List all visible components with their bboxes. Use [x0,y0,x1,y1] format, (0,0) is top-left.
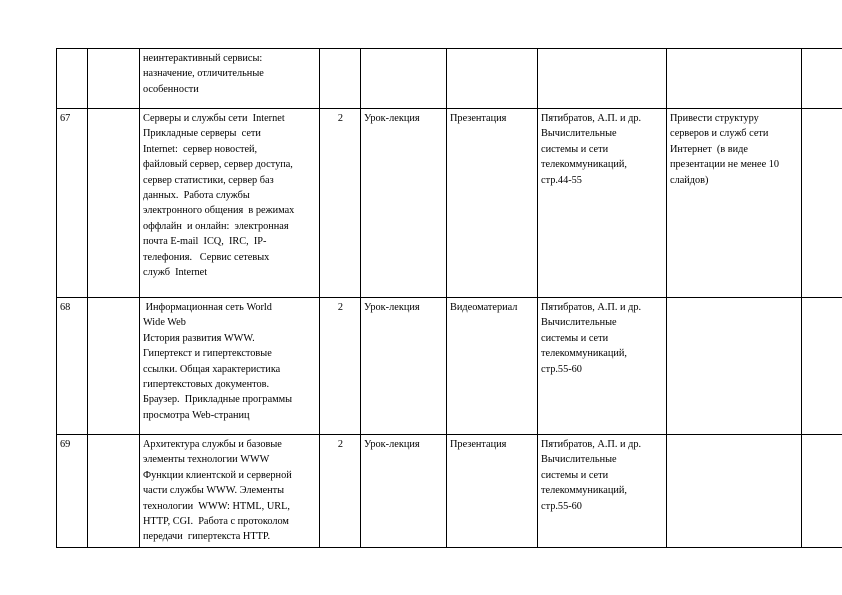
empty-cell [802,109,842,298]
empty-cell [88,435,140,548]
table-row [57,298,842,435]
empty-cell [802,435,842,548]
hours-cell: 2 [320,109,361,298]
homework-task-cell-line: Привести структуру [670,113,759,124]
lesson-number-cell: 67 [57,109,88,298]
teaching-means-cell [447,49,538,109]
lesson-topic-cell-line: Internet: сервер новостей, [143,143,258,155]
literature-cell-line: системы и сети [541,332,609,344]
lesson-topic-cell-line: передачи гипертекста HTTP. [143,531,271,543]
lesson-topic-cell-line: части службы WWW. Элементы [143,485,285,497]
lesson-topic-cell-line: данных. Работа службы [143,190,250,202]
hours-cell: 2 [320,298,361,435]
lesson-topic-cell-line: Серверы и службы сети Internet [143,113,285,124]
lesson-topic-cell-line: Информационная сеть World [143,302,272,313]
lesson-topic-cell-line: назначение, отличительные [143,68,264,80]
empty-cell [88,109,140,298]
literature-cell-line: системы и сети [541,143,609,155]
lesson-topic-cell-line: неинтерактивный сервисы: [143,53,263,64]
hours-cell: 2 [320,435,361,548]
literature-cell-line: Пятибратов, А.П. и др. [541,113,642,124]
lesson-topic-cell-line: почта E-mail ICQ, IRC, IP- [143,236,267,248]
lesson-topic-cell-line: элементы технологии WWW [143,454,270,466]
literature-cell-line: системы и сети [541,469,609,481]
lesson-form-cell: Урок-лекция [361,435,447,548]
lesson-form-cell [361,49,447,109]
empty-cell [88,298,140,435]
empty-cell [802,49,842,109]
lesson-topic-cell-line: Прикладные серверы сети [143,128,261,140]
lesson-topic-cell-line: телефония. Сервис сетевых [143,251,270,263]
lesson-topic-cell-line: особенности [143,83,199,95]
lesson-number-cell: 69 [57,435,88,548]
lesson-topic-cell-line: просмотра Web-страниц [143,409,250,421]
lesson-number-cell [57,49,88,109]
lesson-topic-cell-line: служб Internet [143,267,208,279]
lesson-topic-cell [140,109,320,298]
lesson-topic-cell-line: Браузер. Прикладные программы [143,394,293,406]
homework-task-cell-line: слайдов) [670,174,709,186]
lesson-topic-cell [140,298,320,435]
homework-task-cell [667,49,802,109]
homework-task-cell [667,298,802,435]
literature-cell-line: телекоммуникаций, [541,348,627,360]
literature-cell-line: Вычислительные [541,128,617,140]
lesson-topic-cell-line: оффлайн и онлайн: электронная [143,220,289,232]
table-body [57,49,842,548]
homework-task-cell-line: серверов и служб сети [670,128,769,140]
literature-cell-line: Вычислительные [541,454,617,466]
table-row [57,109,842,298]
lesson-topic-cell-line: Гипертекст и гипертекстовые [143,348,272,360]
literature-cell-line: стр.44-55 [541,174,582,186]
lesson-topic-cell-line: гипертекстовых документов. [143,379,270,391]
homework-task-cell-line: Интернет (в виде [670,143,748,155]
lesson-form-cell: Урок-лекция [361,109,447,298]
lesson-topic-cell-line: Функции клиентской и серверной [143,469,292,481]
teaching-means-cell: Видеоматериал [447,298,538,435]
lesson-number-cell: 68 [57,298,88,435]
empty-cell [802,298,842,435]
lesson-topic-cell-line: Wide Web [143,317,186,329]
table-row [57,435,842,548]
lesson-topic-cell-line: файловый сервер, сервер доступа, [143,159,293,171]
literature-cell [538,435,667,548]
lesson-plan-table [56,48,842,548]
literature-cell [538,298,667,435]
literature-cell-line: Пятибратов, А.П. и др. [541,439,642,450]
teaching-means-cell: Презентация [447,109,538,298]
homework-task-cell-line: презентации не менее 10 [670,159,780,171]
lesson-form-cell: Урок-лекция [361,298,447,435]
literature-cell-line: телекоммуникаций, [541,159,627,171]
lesson-topic-cell-line: HTTP, CGI. Работа с протоколом [143,516,289,528]
literature-cell-line: Пятибратов, А.П. и др. [541,302,642,313]
literature-cell [538,109,667,298]
teaching-means-cell: Презентация [447,435,538,548]
lesson-topic-cell-line: технологии WWW: HTML, URL, [143,500,290,512]
lesson-topic-cell-line: сервер статистики, сервер баз [143,174,274,186]
empty-cell [88,49,140,109]
table-row [57,49,842,109]
literature-cell-line: Вычислительные [541,317,617,329]
hours-cell [320,49,361,109]
literature-cell-line: телекоммуникаций, [541,485,627,497]
lesson-topic-cell-line: История развития WWW. [143,332,255,344]
literature-cell-line: стр.55-60 [541,500,582,512]
homework-task-cell [667,109,802,298]
lesson-topic-cell [140,49,320,109]
lesson-topic-cell [140,435,320,548]
lesson-topic-cell-line: Архитектура службы и базовые [143,439,282,450]
literature-cell-line: стр.55-60 [541,363,582,375]
homework-task-cell [667,435,802,548]
literature-cell [538,49,667,109]
lesson-topic-cell-line: электронного общения в режимах [143,205,295,217]
lesson-topic-cell-line: ссылки. Общая характеристика [143,363,281,375]
